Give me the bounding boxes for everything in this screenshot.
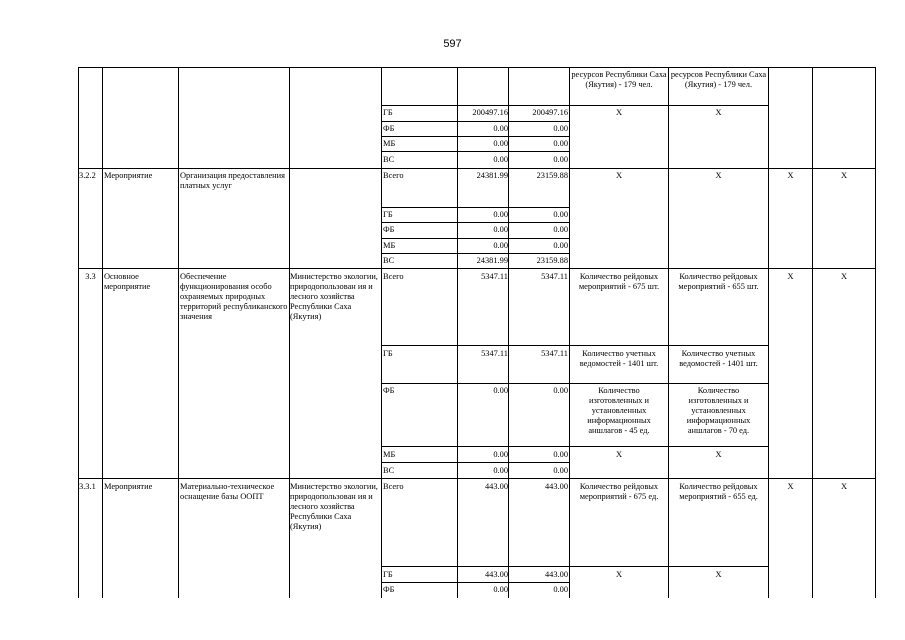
item-type: Мероприятие [104, 171, 153, 180]
indicator-cell: X [615, 570, 623, 579]
value-cell: 0.00 [553, 466, 568, 475]
source-cell: ФБ [383, 225, 395, 234]
source-cell: Всего [383, 272, 404, 281]
row-line [381, 121, 569, 122]
column-line [812, 67, 813, 598]
row-section-line [78, 268, 875, 269]
value-cell: 0.00 [493, 450, 508, 459]
row-line [381, 151, 569, 152]
value-cell: 0.00 [493, 585, 508, 594]
mark-cell: X [787, 272, 794, 281]
item-number: 3.3.1 [79, 482, 96, 491]
executor-cell: Министерство экологии, природопользован ия и лесного хозяйства Республики Саха (Якутия) [290, 482, 378, 531]
row-line [381, 462, 569, 463]
value-cell: 0.00 [553, 585, 568, 594]
value-cell: 0.00 [493, 466, 508, 475]
row-section-line [78, 478, 875, 479]
item-name: Обеспечение функционирования особо охраняемых природных территорий республиканского значения [180, 272, 288, 321]
indicator-cell: X [615, 450, 623, 459]
value-cell: 0.00 [493, 155, 508, 164]
row-line [381, 105, 769, 106]
row-line [381, 136, 569, 137]
row-line [381, 222, 569, 223]
indicator-cell: ресурсов Республики Саха (Якутия) - 179 чел. [571, 70, 667, 89]
value-cell: 0.00 [553, 210, 568, 219]
indicator-cell: X [715, 108, 722, 117]
indicator-cell: X [715, 570, 722, 579]
value-cell: 5347.11 [481, 349, 508, 358]
source-cell: Всего [383, 171, 404, 180]
column-line [668, 67, 669, 598]
mark-cell: X [840, 272, 848, 281]
value-cell: 5347.11 [541, 349, 568, 358]
value-cell: 24381.99 [476, 171, 508, 180]
indicator-cell: Количество рейдовых мероприятий - 655 ед. [679, 482, 758, 501]
executor-cell: Министерство экологии, природопользован ия и лесного хозяйства Республики Саха (Якутия) [290, 272, 378, 321]
value-cell: 0.00 [553, 450, 568, 459]
source-cell: ВС [383, 155, 395, 164]
row-line [381, 566, 769, 567]
indicator-cell: ресурсов Республики Саха (Якутия) - 179 чел. [670, 70, 767, 89]
value-cell: 0.00 [493, 241, 508, 250]
value-cell: 443.00 [484, 570, 508, 579]
source-cell: МБ [383, 139, 396, 148]
item-type: Мероприятие [104, 482, 153, 491]
value-cell: 0.00 [493, 210, 508, 219]
value-cell: 443.00 [484, 482, 508, 491]
mark-cell: X [787, 171, 794, 180]
indicator-cell: X [615, 171, 623, 180]
source-cell: ГБ [383, 349, 393, 358]
value-cell: 443.00 [544, 570, 568, 579]
mark-cell: X [787, 482, 794, 491]
row-line [381, 582, 569, 583]
value-cell: 23159.88 [536, 256, 568, 265]
row-line [381, 446, 769, 447]
column-line [875, 67, 876, 598]
column-line [102, 67, 103, 598]
source-cell: МБ [383, 450, 396, 459]
row-line [381, 383, 769, 384]
value-cell: 0.00 [553, 225, 568, 234]
indicator-cell: X [715, 171, 722, 180]
row-line [381, 207, 569, 208]
value-cell: 200497.16 [472, 108, 508, 117]
source-cell: ФБ [383, 386, 395, 395]
source-cell: ФБ [383, 585, 395, 594]
value-cell: 0.00 [493, 124, 508, 133]
indicator-cell: Количество рейдовых мероприятий - 675 шт. [578, 272, 660, 291]
row-section-line [78, 168, 875, 169]
indicator-cell: X [715, 450, 722, 459]
source-cell: ГБ [383, 108, 393, 117]
value-cell: 0.00 [553, 241, 568, 250]
source-cell: Всего [383, 482, 404, 491]
mark-cell: X [840, 171, 848, 180]
item-name: Организация предоставления платных услуг [180, 171, 285, 190]
value-cell: 0.00 [553, 386, 568, 395]
indicator-cell: Количество учетных ведомостей - 1401 шт. [679, 349, 758, 368]
value-cell: 5347.11 [541, 272, 568, 281]
row-line [381, 345, 769, 346]
value-cell: 0.00 [493, 386, 508, 395]
indicator-cell: Количество изготовленных и установленных информационных аншлагов - 45 ед. [587, 386, 651, 435]
value-cell: 0.00 [493, 139, 508, 148]
item-number: 3.2.2 [79, 171, 96, 180]
column-line [569, 67, 570, 598]
indicator-cell: Количество рейдовых мероприятий - 655 шт. [678, 272, 759, 291]
table-top-border [78, 67, 875, 68]
source-cell: ВС [383, 466, 395, 475]
row-line [381, 253, 569, 254]
row-line [381, 238, 569, 239]
source-cell: ГБ [383, 570, 393, 579]
indicator-cell: X [615, 108, 623, 117]
value-cell: 200497.16 [532, 108, 568, 117]
column-line [768, 67, 769, 598]
value-cell: 0.00 [553, 139, 568, 148]
indicator-cell: Количество учетных ведомостей - 1401 шт. [579, 349, 659, 368]
value-cell: 23159.88 [536, 171, 568, 180]
source-cell: ФБ [383, 124, 395, 133]
page-number: 597 [443, 38, 462, 50]
source-cell: МБ [383, 241, 396, 250]
source-cell: ВС [383, 256, 395, 265]
value-cell: 5347.11 [481, 272, 508, 281]
column-line [178, 67, 179, 598]
source-cell: ГБ [383, 210, 393, 219]
indicator-cell: Количество рейдовых мероприятий - 675 ед. [579, 482, 659, 501]
item-type: Основное мероприятие [104, 272, 151, 291]
mark-cell: X [840, 482, 848, 491]
item-number: 3.3 [85, 272, 96, 281]
column-line [381, 67, 382, 598]
value-cell: 24381.99 [476, 256, 508, 265]
value-cell: 0.00 [553, 124, 568, 133]
value-cell: 0.00 [553, 155, 568, 164]
value-cell: 443.00 [544, 482, 568, 491]
column-line [78, 67, 79, 598]
indicator-cell: Количество изготовленных и установленных информационных аншлагов - 70 ед. [686, 386, 751, 435]
item-name: Материально-техническое оснащение базы ООПТ [180, 482, 275, 501]
value-cell: 0.00 [493, 225, 508, 234]
